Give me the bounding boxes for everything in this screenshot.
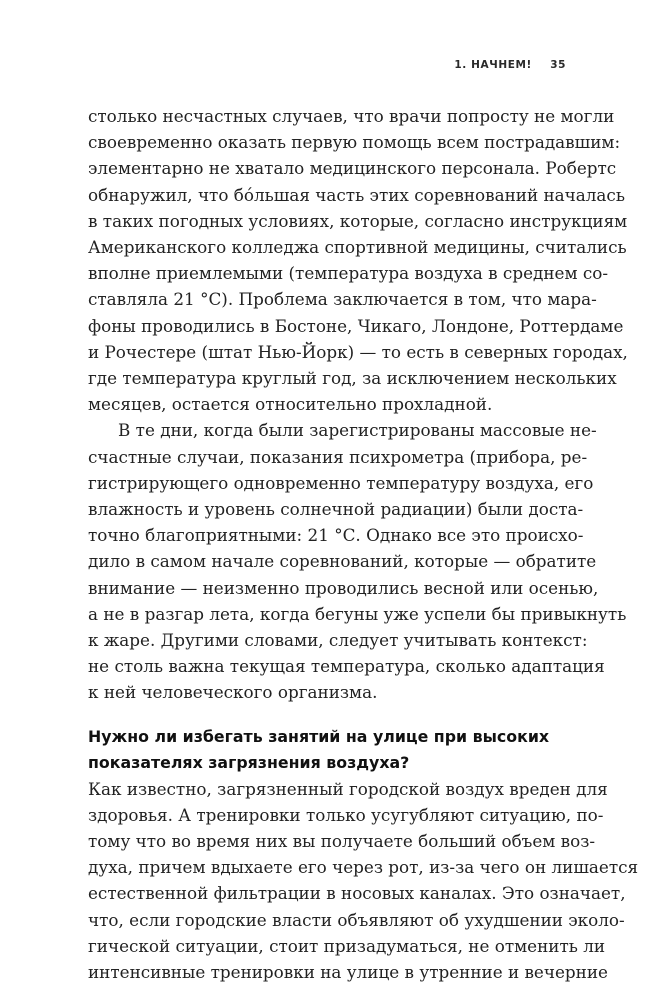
text-line: что, если городские власти объявляют об ухудшении эколо-: [88, 909, 625, 930]
text-line: вполне приемлемыми (температура воздуха в среднем со-: [88, 263, 609, 284]
chapter-title: 1. НАЧНЕМ!: [454, 59, 532, 71]
text-line: Американского колледжа спортивной медицины, считались: [88, 237, 627, 258]
text-line: здоровья. А тренировки только усугубляют ситуацию, по-: [88, 804, 604, 825]
text-line: В те дни, когда были зарегистрированы массовые не-: [118, 420, 597, 441]
text-line: дило в самом начале соревнований, которые — обратите: [88, 551, 597, 572]
text-line: гической ситуации, стоит призадуматься, не отменить ли: [88, 935, 606, 956]
text-line: к ней человеческого организма.: [88, 682, 378, 703]
text-line: влажность и уровень солнечной радиации) были доста-: [88, 499, 584, 520]
text-line: элементарно не хватало медицинского персонала. Робертс: [88, 158, 617, 179]
page-number: 35: [550, 59, 566, 71]
text-line: гистрирующего одновременно температуру воздуха, его: [88, 472, 594, 493]
text-line: интенсивные тренировки на улице в утренние и вечерние: [88, 962, 608, 983]
text-line: внимание — неизменно проводились весной или осенью,: [88, 577, 599, 598]
paragraph-1: [88, 103, 628, 417]
text-line: духа, причем вдыхаете его через рот, из-за чего он лишается: [88, 857, 639, 878]
text-line: тому что во время них вы получаете больший объем воз-: [88, 831, 596, 852]
section-heading: [88, 724, 566, 776]
text-line: месяцев, остается относительно прохладной.: [88, 394, 493, 415]
text-line: где температура круглый год, за исключением нескольких: [88, 368, 617, 389]
paragraph-3: [88, 776, 639, 986]
text-line: своевременно оказать первую помощь всем пострадавшим:: [88, 132, 621, 153]
text-line: фоны проводились в Бостоне, Чикаго, Лондоне, Роттердаме: [88, 315, 624, 336]
text-line: Как известно, загрязненный городской воздух вреден для: [88, 778, 608, 799]
text-line: а не в разгар лета, когда бегуны уже успели бы привыкнуть: [88, 603, 627, 624]
text-line: не столь важна текущая температура, сколько адаптация: [88, 656, 605, 677]
text-line: точно благоприятными: 21 °С. Однако все это происхо-: [88, 525, 584, 546]
text-line: естественной фильтрации в носовых каналах. Это означает,: [88, 883, 626, 904]
text-line: счастные случаи, показания психрометра (прибора, ре-: [88, 446, 588, 467]
running-head: [454, 59, 566, 71]
paragraph-2: [88, 417, 627, 705]
heading-line: Нужно ли избегать занятий на улице при высоких: [88, 726, 550, 746]
text-line: и Рочестере (штат Нью-Йорк) — то есть в северных городах,: [88, 341, 628, 362]
body-text: [88, 103, 639, 985]
text-line: в таких погодных условиях, которые, согласно инструкциям: [88, 210, 628, 231]
text-line: ставляла 21 °С). Проблема заключается в том, что мара-: [88, 289, 597, 310]
heading-line: показателях загрязнения воздуха?: [88, 752, 410, 772]
text-line: обнаружил, что бóльшая часть этих соревнований началась: [88, 184, 625, 205]
text-line: к жаре. Другими словами, следует учитывать контекст:: [88, 630, 588, 651]
text-line: столько несчастных случаев, что врачи попросту не могли: [88, 106, 615, 126]
